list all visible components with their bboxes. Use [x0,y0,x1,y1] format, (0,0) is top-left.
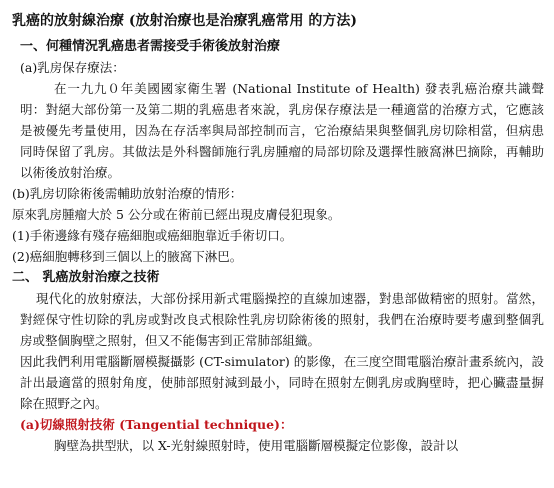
section1-b-intro: 原來乳房腫瘤大於 5 公分或在術前已經出現皮膚侵犯現象。 [12,207,341,222]
section1-b-item-2: (2)癌細胞轉移到三個以上的腋窩下淋巴。 [12,249,243,264]
section1-b-item-1: (1)手術邊緣有殘存癌細胞或癌細胞靠近手術切口。 [12,228,293,243]
section2-subheading: (a)切線照射技術 (Tangential technique)： [20,417,293,432]
section1-a-label: (a)乳房保存療法： [20,60,125,75]
section1-heading: 一、何種情況乳癌患者需接受手術後放射治療 [20,39,281,54]
page-title: 乳癌的放射線治療 (放射治療也是治療乳癌常用 的方法) [12,13,357,29]
section1-b-label: (b)乳房切除術後需輔助放射治療的情形： [12,186,243,201]
section2-heading: 二、 乳癌放射治療之技術 [12,270,160,285]
section2-sub-text: 胸壁為拱型狀，以 X-光射線照射時，使用電腦斷層模擬定位影像，設計以 [54,438,459,453]
section2-paragraph-1: 現代化的放射療法，大部份採用新式電腦操控的直線加速器，對患部做精密的照射。當然，對經保守性切除的乳房或對改良式根除性乳房切除術後的照射，我們在治療時要考慮到整個乳房或整個胸壁之照射，但又不能傷害到正常肺部組織。 [20,291,544,348]
section1-a-paragraph: 在一九九０年美國國家衛生署 (National Institute of Health) 發表乳癌治療共識聲明：對絕大部份第一及第二期的乳癌患者來說，乳房保存療法是一種適當的治療方式，它應該是被優先考量使用，因為在存活率與局部控制而言，它治療結果與整個乳房切除相當，但病患同時保留了乳房。其做法是外科醫師施行乳房腫瘤的局部切除及選擇性腋窩淋巴摘除，再輔助以術後放射治療。 [20,81,544,180]
section2-paragraph-2: 因此我們利用電腦斷層模擬攝影 (CT-simulator) 的影像，在三度空間電腦治療計畫系統內，設計出最適當的照射角度，使肺部照射減到最小，同時在照射左側乳房或胸壁時，把心臟盡量摒除在照野之內。 [20,354,544,411]
